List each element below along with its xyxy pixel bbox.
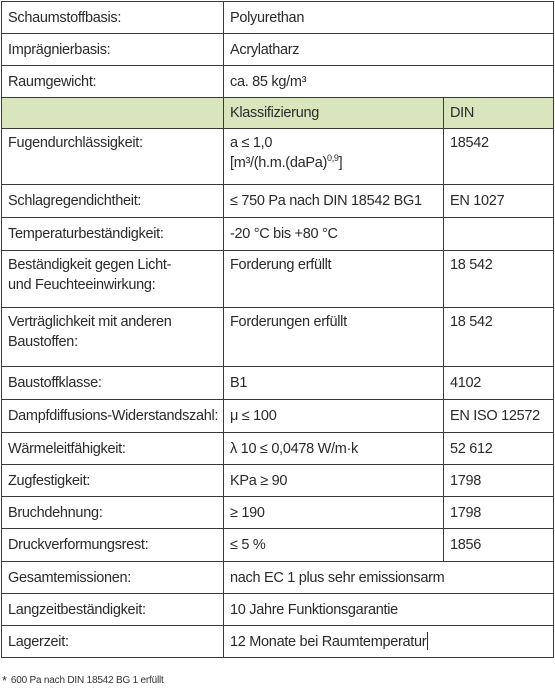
row-label: Druckverformungsrest: xyxy=(2,529,224,562)
row-din: 18542 xyxy=(444,129,554,185)
row-label: Wärmeleitfähigkeit: xyxy=(2,433,224,465)
label-line-2: Baustoffen: xyxy=(8,334,78,350)
table-row xyxy=(2,400,554,433)
row-label: Schlagregendichtheit: xyxy=(2,185,224,218)
label-line-2: und Feuchteeinwirkung: xyxy=(8,277,156,293)
header-klassifizierung: Klassifizierung xyxy=(224,98,444,129)
row-label: Schaumstoffbasis: xyxy=(2,2,224,34)
row-din: 1798 xyxy=(444,465,554,497)
row-value: ≥ 190 xyxy=(224,497,444,529)
table-row xyxy=(2,129,554,185)
text-cursor xyxy=(427,632,428,650)
row-label: Bruchdehnung: xyxy=(2,497,224,529)
row-value: B1 xyxy=(224,367,444,400)
table-row xyxy=(2,367,554,400)
row-label: Fugendurchlässigkeit: xyxy=(2,129,224,185)
header-din: DIN xyxy=(444,98,554,129)
table-row xyxy=(2,497,554,529)
row-din: 1798 xyxy=(444,497,554,529)
row-label: Gesamtemissionen: xyxy=(2,562,224,594)
table-row xyxy=(2,308,554,367)
row-label: Dampfdiffusions-Widerstandszahl: xyxy=(2,400,224,433)
row-label: Raumgewicht: xyxy=(2,66,224,98)
row-din: EN ISO 12572 xyxy=(444,400,554,433)
table-row xyxy=(2,594,554,626)
row-din: 4102 xyxy=(444,367,554,400)
footnote-text: 600 Pa nach DIN 18542 BG 1 erfüllt xyxy=(10,675,164,686)
row-label xyxy=(2,308,224,367)
row-label: Zugfestigkeit: xyxy=(2,465,224,497)
table-row xyxy=(2,34,554,66)
row-value: 10 Jahre Funktionsgarantie xyxy=(224,594,554,626)
value-line-1: a ≤ 1,0 xyxy=(230,135,273,151)
spec-table xyxy=(1,1,554,658)
value-formula: [m³/(h.m.(daPa) xyxy=(230,155,328,171)
row-din xyxy=(444,218,554,251)
row-label: Lagerzeit: xyxy=(2,626,224,658)
row-value: Acrylatharz xyxy=(224,34,554,66)
label-line-1: Beständigkeit gegen Licht- xyxy=(8,257,172,273)
row-value xyxy=(224,129,444,185)
table-row xyxy=(2,626,554,658)
row-value: ≤ 5 % xyxy=(224,529,444,562)
row-value: Forderungen erfüllt xyxy=(224,308,444,367)
row-din: 18 542 xyxy=(444,308,554,367)
row-value: KPa ≥ 90 xyxy=(224,465,444,497)
table-row xyxy=(2,529,554,562)
row-value: -20 °C bis +80 °C xyxy=(224,218,444,251)
footnote xyxy=(2,673,164,688)
header-empty-cell xyxy=(2,98,224,129)
value-exponent: 0,9 xyxy=(327,153,339,163)
value-line-2 xyxy=(230,153,437,173)
table-row xyxy=(2,185,554,218)
row-value: μ ≤ 100 xyxy=(224,400,444,433)
row-value[interactable] xyxy=(224,626,554,658)
table-row xyxy=(2,251,554,308)
table-row xyxy=(2,562,554,594)
row-din: 1856 xyxy=(444,529,554,562)
row-din: 18 542 xyxy=(444,251,554,308)
row-label: Imprägnierbasis: xyxy=(2,34,224,66)
row-label: Baustoffklasse: xyxy=(2,367,224,400)
table-row xyxy=(2,66,554,98)
table-row xyxy=(2,2,554,34)
row-label: Temperaturbeständigkeit: xyxy=(2,218,224,251)
row-value: ca. 85 kg/m³ xyxy=(224,66,554,98)
row-value: ≤ 750 Pa nach DIN 18542 BG1 xyxy=(224,185,444,218)
row-value: λ 10 ≤ 0,0478 W/m·k xyxy=(224,433,444,465)
value-formula-close: ] xyxy=(338,155,343,171)
row-value: Polyurethan xyxy=(224,2,554,34)
table-row xyxy=(2,465,554,497)
lagerzeit-text[interactable]: 12 Monate bei Raumtemperatur xyxy=(230,633,427,650)
footnote-asterisk: * xyxy=(2,673,7,688)
row-din: EN 1027 xyxy=(444,185,554,218)
table-row xyxy=(2,433,554,465)
row-value: Forderung erfüllt xyxy=(224,251,444,308)
table-row xyxy=(2,218,554,251)
row-din: 52 612 xyxy=(444,433,554,465)
table-header-row xyxy=(2,98,554,129)
row-value: nach EC 1 plus sehr emissionsarm xyxy=(224,562,554,594)
row-label: Langzeitbeständigkeit: xyxy=(2,594,224,626)
label-line-1: Verträglichkeit mit anderen xyxy=(8,314,172,330)
row-label xyxy=(2,251,224,308)
